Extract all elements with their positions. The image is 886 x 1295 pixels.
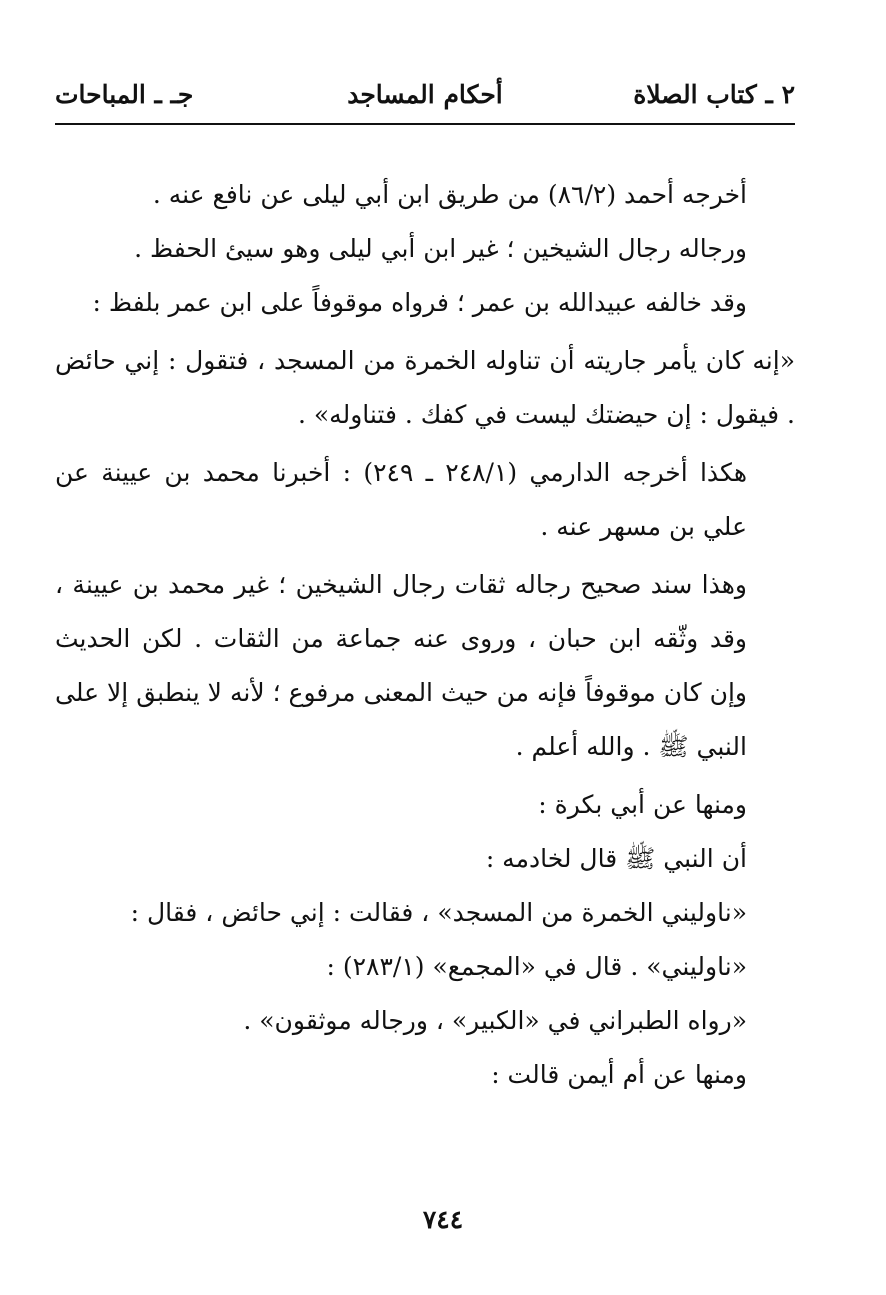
paragraph: ورجاله رجال الشيخين ؛ غير ابن أبي ليلى وهو سيئ الحفظ . — [134, 234, 747, 263]
paragraph: أخرجه أحمد (٨٦/٢) من طريق ابن أبي ليلى عن نافع عنه . — [152, 180, 747, 209]
paragraph: «إنه كان يأمر جاريته أن تناوله الخمرة من المسجد ، فتقول : إني حائض . فيقول : إن حيضتك ليست في كفك . فتناوله» . — [55, 346, 795, 429]
header-subsection: جـ ـ المباحات — [55, 80, 194, 109]
running-header — [55, 72, 795, 116]
paragraph: ومنها عن أم أيمن قالت : — [491, 1060, 747, 1089]
paragraph: «رواه الطبراني في «الكبير» ، ورجاله موثقون» . — [243, 1006, 747, 1035]
paragraph: «ناوليني الخمرة من المسجد» ، فقالت : إني حائض ، فقال : — [130, 898, 747, 927]
paragraph: وهذا سند صحيح رجاله ثقات رجال الشيخين ؛ غير محمد بن عيينة ، وقد وثّقه ابن حبان ، وروى عنه جماعة من الثقات . لكن الحديث وإن كان موقوفاً فإنه من حيث المعنى مرفوع ؛ لأنه لا ينطبق إلا على النبي ﷺ . والله أعلم . — [55, 570, 747, 761]
header-section: أحكام المساجد — [347, 80, 503, 109]
paragraph: وقد خالفه عبيدالله بن عمر ؛ فرواه موقوفاً على ابن عمر بلفظ : — [92, 288, 747, 317]
paragraph: أن النبي ﷺ قال لخادمه : — [485, 844, 747, 873]
header-rule — [55, 123, 795, 125]
paragraph: «ناوليني» . قال في «المجمع» (٢٨٣/١) : — [326, 952, 747, 981]
header-chapter: ٢ ـ كتاب الصلاة — [633, 80, 795, 109]
paragraph: هكذا أخرجه الدارمي (٢٤٨/١ ـ ٢٤٩) : أخبرنا محمد بن عيينة عن علي بن مسهر عنه . — [55, 458, 748, 541]
paragraph: ومنها عن أبي بكرة : — [538, 790, 747, 819]
page-number: ٧٤٤ — [422, 1205, 464, 1234]
body-text — [55, 168, 795, 1102]
